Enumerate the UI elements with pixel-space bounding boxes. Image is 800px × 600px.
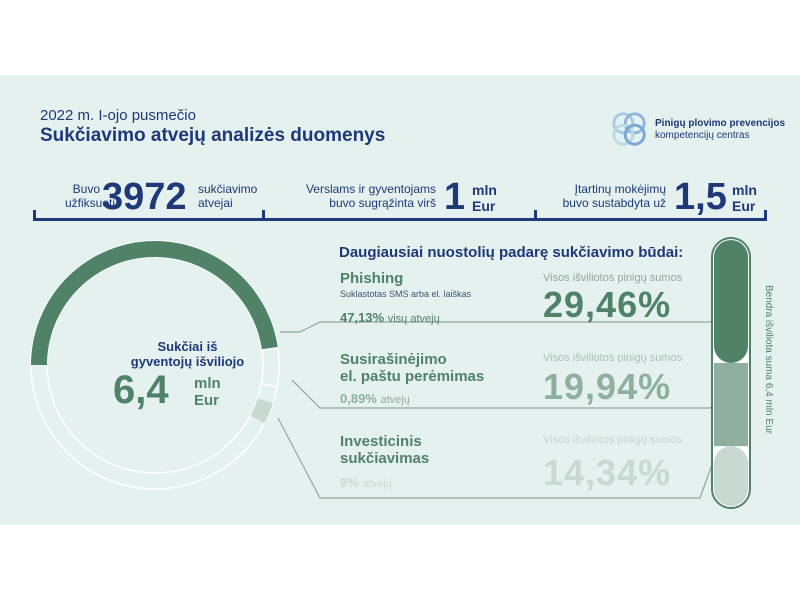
method-email-title-line1: Susirašinėjimo	[340, 351, 447, 368]
donut-unit-line2: Eur	[194, 392, 220, 409]
donut-segment-investment	[250, 398, 273, 423]
methods-heading: Daugiausiai nuostolių padarę sukčiavimo būdai:	[339, 244, 684, 261]
method-phishing-cases	[340, 310, 440, 325]
method-email-cases	[340, 391, 410, 406]
stats-divider-tick	[262, 210, 265, 220]
method-phishing-amount-pct: 29,46%	[543, 284, 672, 325]
stat-returned-prefix-line2: buvo sugrąžinta virš	[329, 196, 436, 210]
method-investment-amount-label: Visos išviliotos pinigų sumos	[543, 434, 683, 446]
method-email-cases-unit: atvejų	[380, 394, 410, 406]
method-phishing-description: Suklastotas SMS arba el. laiškas	[340, 289, 472, 299]
side-bar-label: Bendra išviliota suma 6,4 mln Eur	[763, 285, 774, 434]
stats-divider-tick	[764, 210, 767, 220]
stat-returned-unit-line2: Eur	[472, 198, 496, 214]
organization-name-line1: Pinigų plovimo prevencijos	[655, 118, 786, 129]
side-bar-segment-investment	[714, 446, 748, 506]
method-phishing-title: Phishing	[340, 270, 404, 287]
stat-returned-prefix-line1: Verslams ir gyventojams	[305, 182, 436, 196]
donut-label-line2: gyventojų išviliojo	[130, 354, 245, 369]
method-investment-cases-unit: atvejų	[362, 478, 392, 490]
stat-returned-value: 1	[444, 176, 466, 218]
stat-stopped-unit	[732, 182, 757, 214]
donut-value: 6,4	[113, 368, 169, 412]
side-bar-segment-phishing	[714, 240, 748, 363]
stat-cases-prefix-line1: Buvo	[72, 182, 100, 196]
method-email-amount-label: Visos išviliotos pinigų sumos	[543, 352, 683, 364]
stat-stopped-prefix-line2: buvo sustabdyta už	[562, 196, 666, 210]
stat-cases-prefix	[65, 182, 116, 210]
stat-cases-suffix-line2: atvejai	[198, 196, 233, 210]
donut-segment-email	[261, 348, 279, 387]
donut-label	[115, 339, 260, 369]
stats-divider-tick	[534, 210, 537, 220]
stats-divider	[33, 218, 767, 221]
stat-returned-unit	[472, 182, 497, 214]
method-investment-title	[340, 433, 429, 467]
method-email-amount-pct: 19,94%	[543, 366, 672, 407]
method-email-cases-pct: 0,89%	[340, 391, 377, 406]
organization-name-line2: kompetencijų centras	[655, 130, 750, 141]
donut-label-line1: Sukčiai iš	[157, 339, 218, 354]
stat-cases-suffix-line1: sukčiavimo	[198, 182, 258, 196]
stat-stopped-prefix-line1: Įtartinų mokėjimų	[574, 182, 666, 196]
stat-cases-suffix	[198, 182, 257, 210]
header-subtitle: 2022 m. I-ojo pusmečio	[40, 107, 196, 124]
donut-unit	[194, 375, 221, 409]
stat-stopped-unit-line2: Eur	[732, 198, 756, 214]
stat-cases-prefix-line2: užfiksuoti	[65, 196, 116, 210]
method-investment-amount-pct: 14,34%	[543, 452, 672, 493]
method-investment-cases	[340, 475, 392, 490]
stat-returned-prefix	[288, 182, 436, 210]
stat-stopped-prefix	[555, 182, 666, 210]
method-investment-title-line2: sukčiavimas	[340, 450, 430, 467]
organization-logo-icon	[610, 110, 648, 148]
header-title: Sukčiavimo atvejų analizės duomenys	[40, 125, 386, 146]
organization-name	[655, 118, 785, 142]
stat-stopped-unit-line1: mln	[732, 182, 757, 198]
stat-stopped-value: 1,5	[674, 176, 727, 218]
stat-cases-value: 3972	[102, 176, 187, 218]
method-investment-cases-pct: 9%	[340, 475, 359, 490]
side-bar-segment-email	[714, 363, 748, 446]
stat-returned-unit-line1: mln	[472, 182, 497, 198]
method-phishing-cases-unit: visų atvejų	[387, 313, 440, 325]
method-investment-title-line1: Investicinis	[340, 433, 422, 450]
method-phishing-cases-pct: 47,13%	[340, 310, 385, 325]
method-email-title-line2: el. paštu perėmimas	[340, 368, 485, 385]
method-phishing-amount-label: Visos išviliotos pinigų sumos	[543, 272, 683, 284]
donut-unit-line1: mln	[194, 375, 221, 392]
method-email-title	[340, 351, 484, 385]
stats-divider-tick	[33, 210, 36, 220]
